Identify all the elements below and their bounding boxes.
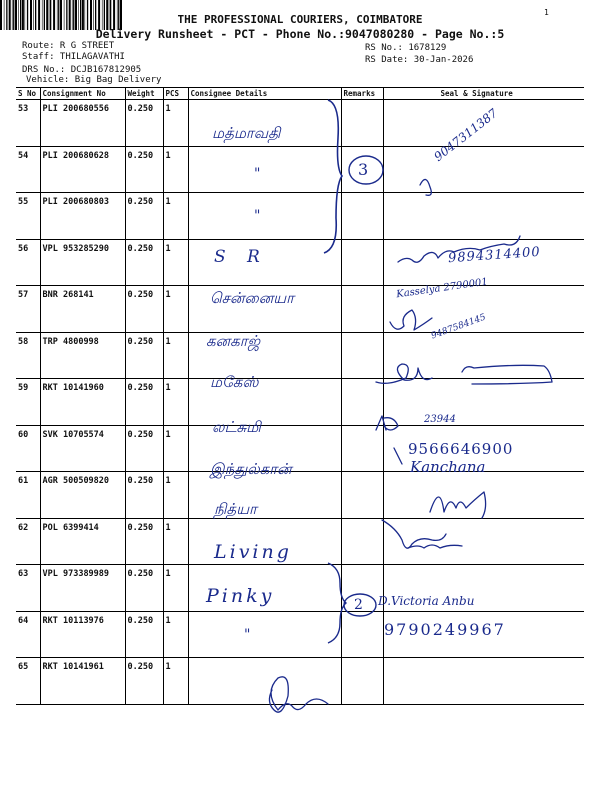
cell-pcs: 1 (163, 332, 188, 379)
cell-weight: 0.250 (125, 286, 163, 333)
cell-sno: 55 (16, 193, 40, 240)
cell-sno: 57 (16, 286, 40, 333)
cell-consignment: PLI 200680803 (40, 193, 125, 240)
cell-consignment: VPL 973389989 (40, 565, 125, 612)
cell-pcs: 1 (163, 100, 188, 147)
col-remarks: Remarks (341, 88, 383, 100)
cell-pcs: 1 (163, 658, 188, 705)
cell-sno: 65 (16, 658, 40, 705)
cell-sno: 63 (16, 565, 40, 612)
handwritten-consignee: லட்சுமி (212, 418, 261, 436)
cell-pcs: 1 (163, 239, 188, 286)
cell-consignment: RKT 10141961 (40, 658, 125, 705)
col-sno: S No (16, 88, 40, 100)
cell-weight: 0.250 (125, 100, 163, 147)
handwritten-ditto: " (244, 627, 251, 643)
col-consignee: Consignee Details (188, 88, 341, 100)
cell-consignment: SVK 10705574 (40, 425, 125, 472)
cell-pcs: 1 (163, 379, 188, 426)
cell-weight: 0.250 (125, 658, 163, 705)
handwritten-ditto: " (254, 208, 261, 224)
cell-consignment: TRP 4800998 (40, 332, 125, 379)
cell-sno: 60 (16, 425, 40, 472)
col-weight: Weight (125, 88, 163, 100)
cell-weight: 0.250 (125, 518, 163, 565)
cell-sno: 58 (16, 332, 40, 379)
vehicle-label: Vehicle: Big Bag Delivery (26, 75, 162, 85)
cell-pcs: 1 (163, 286, 188, 333)
cell-weight: 0.250 (125, 193, 163, 240)
cell-consignment: POL 6399414 (40, 518, 125, 565)
cell-weight: 0.250 (125, 611, 163, 658)
signature-phone: 9047311387 (431, 105, 501, 164)
runsheet-subtitle: Delivery Runsheet - PCT - Phone No.:9047080280 - Page No.:5 (95, 27, 505, 41)
signature-phone: 9566646900 (408, 440, 514, 458)
cell-weight: 0.250 (125, 379, 163, 426)
cell-weight: 0.250 (125, 332, 163, 379)
cell-consignment: RKT 10141960 (40, 379, 125, 426)
cell-sno: 61 (16, 472, 40, 519)
signature-phone: 9487584145 (430, 312, 488, 342)
cell-consignment: RKT 10113976 (40, 611, 125, 658)
handwritten-consignee: சென்னையா (210, 289, 294, 307)
rs-number: RS No.: 1678129 (365, 43, 447, 53)
cell-weight: 0.250 (125, 239, 163, 286)
cell-weight: 0.250 (125, 565, 163, 612)
cell-pcs: 1 (163, 146, 188, 193)
signature-phone: 9790249967 (384, 620, 506, 639)
signature-note: Kasselya 2790001 (395, 276, 489, 301)
cell-consignment: PLI 200680556 (40, 100, 125, 147)
cell-sno: 54 (16, 146, 40, 193)
signature-note: 23944 (424, 414, 456, 425)
cell-sno: 64 (16, 611, 40, 658)
cell-sno: 62 (16, 518, 40, 565)
cell-sno: 56 (16, 239, 40, 286)
drs-number: DRS No.: DCJB167812905 (22, 65, 142, 75)
col-pcs: PCS (163, 88, 188, 100)
cell-consignment: AGR 500509820 (40, 472, 125, 519)
staff-label: Staff: THILAGAVATHI (22, 52, 125, 62)
cell-sno: 53 (16, 100, 40, 147)
handwritten-ditto: " (254, 166, 261, 182)
cell-consignment: BNR 268141 (40, 286, 125, 333)
cell-weight: 0.250 (125, 425, 163, 472)
company-title: THE PROFESSIONAL COURIERS, COIMBATORE (177, 13, 423, 26)
handwritten-consignee: இந்துல்கான் (210, 460, 292, 478)
cell-pcs: 1 (163, 565, 188, 612)
rs-date: RS Date: 30-Jan-2026 (365, 55, 474, 65)
cell-pcs: 1 (163, 472, 188, 519)
cell-pcs: 1 (163, 193, 188, 240)
cell-pcs: 1 (163, 611, 188, 658)
handwritten-consignee: கனகாஜ் (206, 332, 261, 350)
handwritten-consignee: நித்யா (214, 500, 257, 518)
cell-weight: 0.250 (125, 146, 163, 193)
cell-consignment: PLI 200680628 (40, 146, 125, 193)
handwritten-consignee: மகேஸ் (210, 373, 259, 391)
handwritten-consignee: Pinky (206, 585, 275, 607)
cell-consignment: VPL 953285290 (40, 239, 125, 286)
col-seal: Seal & Signature (383, 88, 584, 100)
handwritten-consignee: Living (214, 541, 292, 563)
handwritten-consignee: மத்மாவதி (212, 124, 281, 142)
circled-number: 2 (354, 597, 363, 613)
signature-name: D.Victoria Anbu (378, 594, 475, 608)
route-label: Route: R G STREET (22, 41, 115, 51)
cell-pcs: 1 (163, 518, 188, 565)
page-corner-mark: 1 (544, 8, 549, 17)
signature-phone: 9894314400 (447, 244, 542, 267)
cell-pcs: 1 (163, 425, 188, 472)
cell-sno: 59 (16, 379, 40, 426)
signature-name: Kanchana (410, 458, 486, 476)
cell-weight: 0.250 (125, 472, 163, 519)
col-consignment: Consignment No (40, 88, 125, 100)
handwritten-consignee: S R (214, 247, 268, 267)
circled-number: 3 (358, 160, 369, 179)
